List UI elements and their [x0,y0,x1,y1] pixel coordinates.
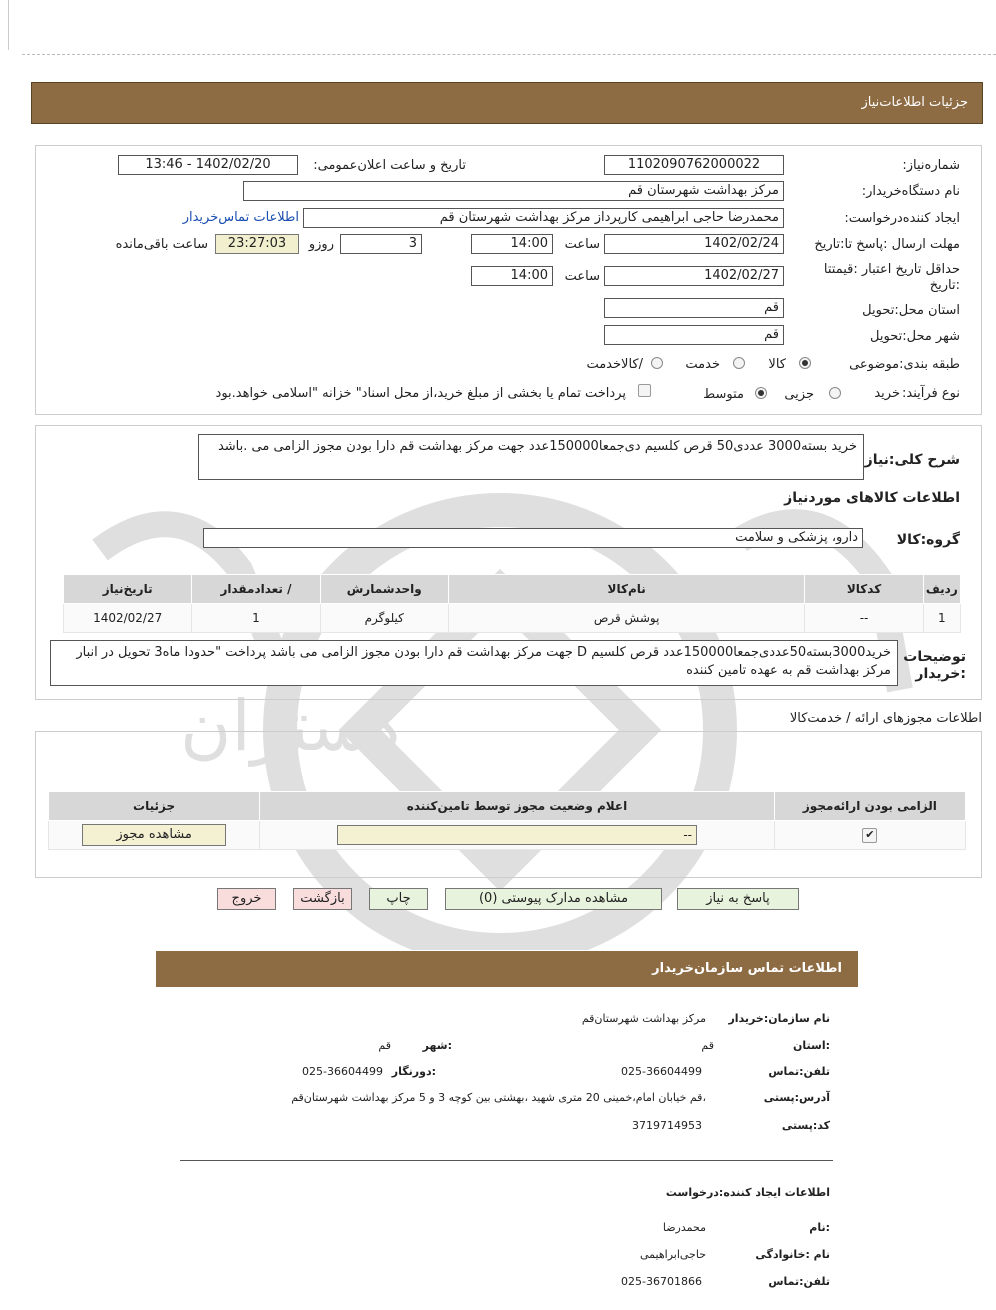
col-code: کدکالا [805,575,923,604]
contact-header-title: اطلاعات تماس سازمان‌خریدار [652,961,842,976]
category-goods-label: کالا [768,357,786,372]
creator-phone-label: تلفن:تماس [768,1275,830,1288]
back-button[interactable]: بازگشت [293,888,352,910]
cell-permit-status [260,821,775,850]
deadline-time-label: ساعت [564,237,600,252]
goods-table [63,574,961,633]
permits-table [48,791,966,850]
goods-table-header [64,575,961,604]
cell-qty: 1 [192,604,320,633]
col-row: ردیف [923,575,960,604]
category-service-radio[interactable] [733,357,745,369]
creator-name-label: :نام [809,1221,830,1234]
validity-time-field: 14:00 [471,266,553,286]
contact-phone-value: 025-36604499 [621,1065,702,1078]
process-minor-label: جزیی [784,387,814,402]
col-permit-status: اعلام وضعیت مجوز توسط تامین‌کننده [260,792,775,821]
header-title: جزئیات اطلاعات‌نیاز [861,95,968,110]
contact-address-value: ،قم خیابان امام،خمینی 20 متری شهید ،بهشتی بین کوچه 3 و 5 مرکز بهداشت شهرستان‌قم [291,1091,706,1104]
buyer-org-field: مرکز بهداشت شهرستان قم [243,181,784,201]
deadline-label: مهلت ارسال :پاسخ تا:تاریخ [814,237,960,252]
contact-province-value: قم [701,1039,714,1052]
col-permit-required: الزامی بودن ارائه‌مجوز [774,792,965,821]
view-attachments-button[interactable]: مشاهده مدارک پیوستی (0) [445,888,662,910]
deadline-date-field: 1402/02/24 [604,234,784,254]
buyer-org-label: نام دستگاه‌خریدار: [861,184,960,199]
reply-button[interactable]: پاسخ به نیاز [677,888,799,910]
contact-postal-label: کد:پستی [781,1119,830,1132]
top-left-rule [8,0,9,50]
category-label: طبقه بندی:موضوعی [849,357,960,372]
contact-fax-value: 025-36604499 [302,1065,383,1078]
goods-info-title: اطلاعات کالاهای موردنیاز [784,490,960,506]
contact-header-bar [156,951,858,987]
col-permit-details: جزئیات [49,792,260,821]
province-field: قم [604,298,784,318]
creator-label: ایجاد کننده‌درخواست: [844,211,960,226]
creator-phone-value: 025-36701866 [621,1275,702,1288]
cell-permit-details [49,821,260,850]
print-button[interactable]: چاپ [369,888,428,910]
col-unit: واحدشمارش [320,575,448,604]
buyer-notes-label-1: توضیحات [903,649,966,665]
category-service-label: خدمت [685,357,720,372]
cell-date: 1402/02/27 [64,604,192,633]
process-medium-label: متوسط [703,387,744,402]
cell-row: 1 [923,604,960,633]
city-label: شهر محل:تحویل [870,329,960,344]
permits-title: اطلاعات مجوزهای ارائه / خدمت‌کالا [789,711,982,726]
col-date: تاریخ‌نیاز [64,575,192,604]
buyer-contact-link[interactable]: اطلاعات تماس‌خریدار [182,210,299,225]
days-field: 3 [340,234,422,254]
announce-field: 1402/02/20 - 13:46 [118,155,298,175]
permits-table-header [49,792,966,821]
cell-unit: کیلوگرم [320,604,448,633]
validity-time-label: ساعت [564,269,600,284]
validity-label-1: حداقل تاریخ اعتبار :قیمتتا [823,262,960,277]
category-goods-radio[interactable] [799,357,811,369]
contact-province-label: :استان [793,1039,830,1052]
contact-city-label: :شهر [422,1039,452,1052]
goods-group-field: دارو، پزشکی و سلامت [203,528,863,548]
payment-note: پرداخت تمام یا بخشی از مبلغ خرید،از محل اسناد" خزانه "اسلامی خواهد.بود [215,386,626,401]
summary-text-box: خرید بسته3000 عددی50 قرص کلسیم دی‌جمعا150000عدد جهت مرکز بهداشت قم دارا بودن مجوز الزامی می .باشد [198,434,864,480]
col-qty: / تعدادمقدار [192,575,320,604]
permit-status-field: -- [337,825,697,845]
creator-family-label: نام :خانوادگی [755,1248,830,1261]
city-field: قم [604,325,784,345]
remaining-time-field: 23:27:03 [215,234,299,254]
process-minor-radio[interactable] [829,387,841,399]
category-goods-service-radio[interactable] [651,357,663,369]
details-header-bar [31,82,983,124]
exit-button[interactable]: خروج [217,888,276,910]
buyer-notes-label-2: :خریدار [915,666,966,682]
treasury-payment-checkbox[interactable] [638,384,651,397]
province-label: استان محل:تحویل [862,303,960,318]
announce-label: تاریخ و ساعت اعلان‌عمومی: [313,158,466,173]
contact-org-label: نام سازمان:خریدار [728,1012,830,1025]
cell-permit-required [774,821,965,850]
validity-label-2: :تاریخ [929,278,960,293]
deadline-time-field: 14:00 [471,234,553,254]
creator-name-value: محمدرضا [662,1221,706,1234]
permit-required-checkbox[interactable]: ✔ [862,828,877,843]
process-label: نوع فرآیند: [902,386,960,401]
category-goods-service-label: /کالاخدمت [586,357,643,372]
cell-name: پوشش قرص [448,604,805,633]
top-dashed-separator [22,54,996,55]
creator-family-value: حاجی‌ابراهیمی [639,1248,706,1261]
summary-label: شرح کلی:نیاز [864,452,960,468]
creator-field: محمدرضا حاجی ابراهیمی کارپرداز مرکز بهداشت شهرستان قم [303,208,784,228]
goods-group-label: گروه:کالا [896,532,960,548]
contact-postal-value: 3719714953 [632,1119,702,1132]
process-buy-label: خرید [874,386,900,401]
col-name: نام‌کالا [448,575,805,604]
contact-org-value: مرکز بهداشت شهرستان‌قم [581,1012,706,1025]
need-number-field: 1102090762000022 [604,155,784,175]
contact-city-value: قم [378,1039,391,1052]
cell-code: -- [805,604,923,633]
table-row [49,821,966,850]
validity-date-field: 1402/02/27 [604,266,784,286]
contact-divider [180,1160,833,1161]
contact-fax-label: :دورنگار [391,1065,436,1078]
contact-phone-label: تلفن:تماس [768,1065,830,1078]
contact-address-label: آدرس:پستی [763,1091,830,1104]
creator-info-title: اطلاعات ایجاد کننده:درخواست [665,1186,830,1199]
need-number-label: شماره‌نیاز: [902,158,960,173]
days-label: روزو [308,237,334,252]
process-medium-radio[interactable] [755,387,767,399]
view-permit-button[interactable]: مشاهده مجوز [82,824,226,846]
table-row [64,604,961,633]
watermark-text: گستران [180,685,407,767]
remaining-label: ساعت باقی‌مانده [115,237,208,252]
buyer-notes-box: خرید3000بسته50عددی‌جمعا150000عدد قرص کلسیم D جهت مرکز بهداشت قم دارا بودن مجوز الزامی می باشد پرداخت "حدودا ماه3 تحویل در انبار مرکز بهداشت قم به عهده تامین کننده [50,640,898,686]
